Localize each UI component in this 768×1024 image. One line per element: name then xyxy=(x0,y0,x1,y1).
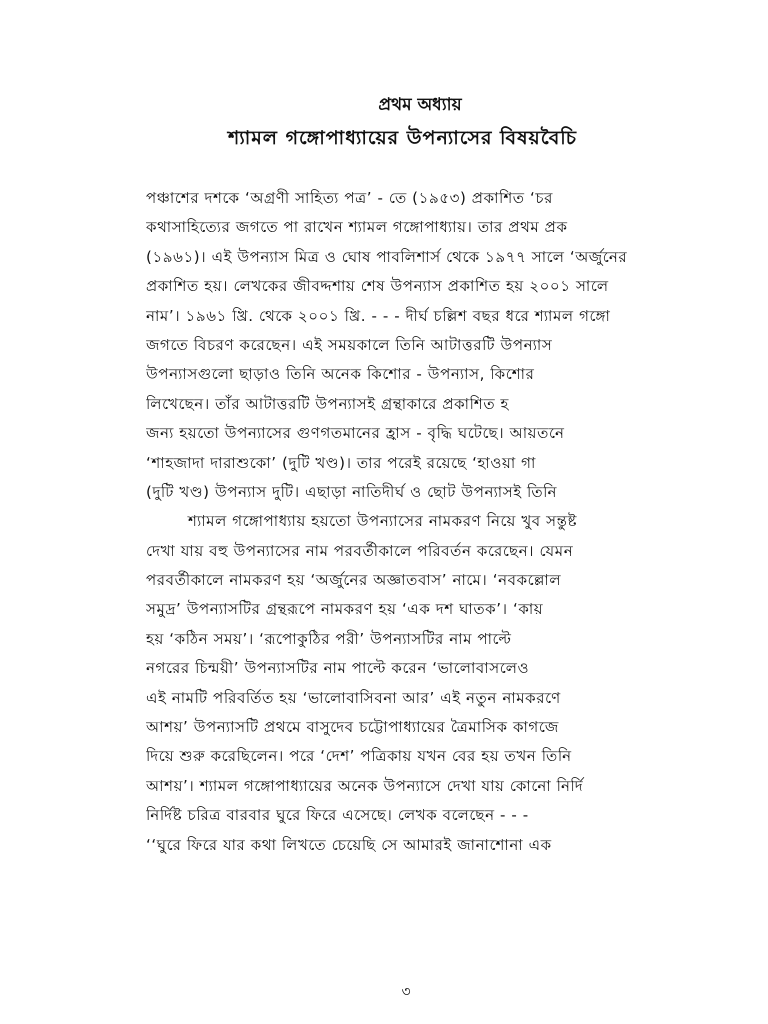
body-text xyxy=(146,184,768,860)
text-line: নগরের চিন্ময়ী’ উপন্যাসটির নাম পাল্টে করেন ‘ভালোবাসলেও xyxy=(146,659,530,678)
chapter-title: শ্যামল গঙ্গোপাধ্যায়ের উপন্যাসের বিষয়বৈচি xyxy=(228,127,577,149)
chapter-label: প্রথম অধ্যায় xyxy=(378,95,462,115)
text-line: নির্দিষ্ট চরিত্র বারবার ঘুরে ফিরে এসেছে। লেখক বলেছেন - - - xyxy=(146,806,529,825)
text-line: সমুদ্র’ উপন্যাসটির গ্রন্থরূপে নামকরণ হয় ‘এক দশ ঘাতক’। ‘কায় xyxy=(146,600,544,619)
text-line: উপন্যাসগুলো ছাড়াও তিনি অনেক কিশোর - উপন্যাস, কিশোর xyxy=(146,365,535,384)
text-line: এই নামটি পরিবর্তিত হয় ‘ভালোবাসিবনা আর’ এই নতুন নামকরণে xyxy=(146,688,561,707)
text-line: শ্যামল গঙ্গোপাধ্যায় হয়তো উপন্যাসের নামকরণ নিয়ে খুব সন্তুষ্ট xyxy=(188,512,578,531)
text-line: নাম’। ১৯৬১ খ্রি. থেকে ২০০১ খ্রি. - - - দীর্ঘ চল্লিশ বছর ধরে শ্যামল গঙ্গো xyxy=(146,306,611,325)
text-line: ‘শাহজাদা দারাশুকো’ (দুটি খণ্ড)। তার পরেই রয়েছে ‘হাওয়া গা xyxy=(146,453,536,472)
text-line: হয় ‘কঠিন সময়’। ‘রূপোকুঠির পরী’ উপন্যাসটির নাম পাল্টে xyxy=(146,629,512,648)
text-line: জন্য হয়তো উপন্যাসের গুণগতমানের হ্রাস - বৃদ্ধি ঘটেছে। আয়তনে xyxy=(146,424,565,443)
text-line: ‘‘ঘুরে ফিরে যার কথা লিখতে চেয়েছি সে আমারই জানাশোনা এক xyxy=(146,835,552,854)
text-line: আশয়’। শ্যামল গঙ্গোপাধ্যায়ের অনেক উপন্যাসে দেখা যায় কোনো নির্দি xyxy=(146,776,584,795)
text-line: আশয়’ উপন্যাসটি প্রথমে বাসুদেব চট্টোপাধ্যায়ের ত্রৈমাসিক কাগজে xyxy=(146,718,559,737)
text-line: (১৯৬১)। এই উপন্যাস মিত্র ও ঘোষ পাবলিশার্স থেকে ১৯৭৭ সালে ‘অর্জুনের xyxy=(146,247,628,266)
text-line: পরবর্তীকালে নামকরণ হয় ‘অর্জুনের অজ্ঞাতবাস’ নামে। ‘নবকল্লোল xyxy=(146,571,562,590)
text-line: লিখেছেন। তাঁর আটাত্তরটি উপন্যাসই গ্রন্থাকারে প্রকাশিত হ xyxy=(146,394,510,413)
text-line: পঞ্চাশের দশকে ‘অগ্রণী সাহিত্য পত্র’ - তে (১৯৫৩) প্রকাশিত ‘চর xyxy=(146,189,553,207)
text-line: কথাসাহিত্যের জগতে পা রাখেন শ্যামল গঙ্গোপাধ্যায়। তার প্রথম প্রক xyxy=(146,218,568,237)
text-line: দিয়ে শুরু করেছিলেন। পরে ‘দেশ’ পত্রিকায় যখন বের হয় তখন তিনি xyxy=(146,747,572,766)
text-line: দেখা যায় বহু উপন্যাসের নাম পরবর্তীকালে পরিবর্তন করেছেন। যেমন xyxy=(146,541,574,560)
text-line: প্রকাশিত হয়। লেখকের জীবদ্দশায় শেষ উপন্যাস প্রকাশিত হয় ২০০১ সালে xyxy=(146,277,609,296)
page-number: ৩ xyxy=(401,984,411,1000)
text-line: (দুটি খণ্ড) উপন্যাস দুটি। এছাড়া নাতিদীর্ঘ ও ছোট উপন্যাসই তিনি xyxy=(146,482,558,501)
text-line: জগতে বিচরণ করেছেন। এই সময়কালে তিনি আটাত্তরটি উপন্যাস xyxy=(146,335,553,354)
